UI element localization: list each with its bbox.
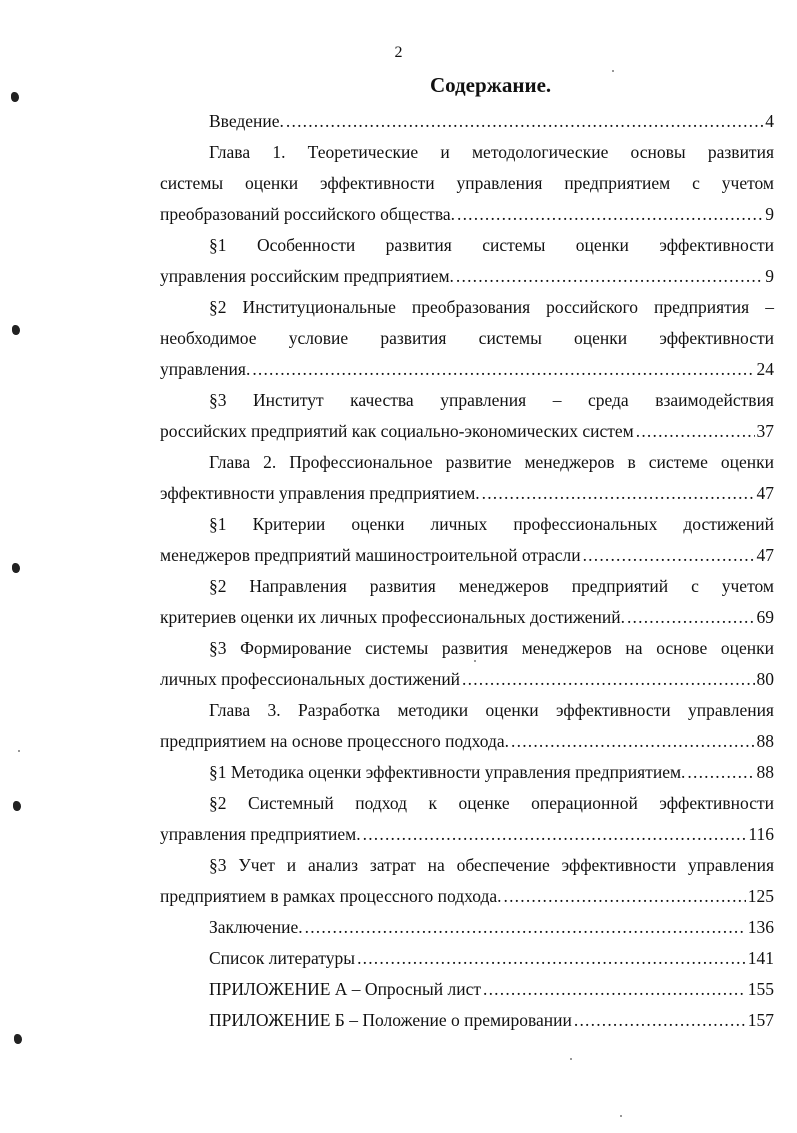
toc-page: 155: [747, 979, 774, 999]
toc-page: 69: [756, 607, 774, 627]
scan-mark: [13, 801, 21, 811]
toc-entry-conclusion: Заключение. ..... 136: [209, 917, 774, 938]
toc-entry-references: Список литературы ..... 141: [209, 948, 774, 969]
toc-page: 141: [747, 948, 774, 968]
scan-speck: [620, 1115, 622, 1117]
toc-entry-ch2-line1: Глава 2. Профессиональное развитие менеджеров в системе оценки: [209, 452, 774, 472]
toc-page: 47: [756, 483, 774, 503]
toc-entry-s13-line1: §3 Институт качества управления – среда взаимодействия: [209, 390, 774, 410]
toc-page: 88: [756, 762, 774, 782]
scan-speck: [570, 1058, 572, 1060]
scan-speck: [474, 660, 476, 662]
toc-page: 47: [756, 545, 774, 565]
toc-entry-ch1-line1: Глава 1. Теоретические и методологические основы развития: [209, 142, 774, 162]
toc-entry-ch1-line2: системы оценки эффективности управления предприятием с учетом: [160, 173, 774, 193]
toc-page: 88: [756, 731, 774, 751]
toc-entry-s22-line1: §2 Направления развития менеджеров предприятий с учетом: [209, 576, 774, 596]
toc-entry-s11-line2: управления российским предприятием. ..... 9: [160, 266, 774, 287]
toc-page: 125: [747, 886, 774, 906]
toc-entry-s12-line1: §2 Институциональные преобразования российского предприятия –: [209, 297, 774, 317]
toc-entry-intro: [209, 111, 774, 132]
toc-entry-s31: §1 Методика оценки эффективности управления предприятием. ..... 88: [209, 762, 774, 783]
scan-speck: [612, 70, 614, 72]
toc-entry-s32-line1: §2 Системный подход к оценке операционной эффективности: [209, 793, 774, 813]
toc-entry-s21-line1: §1 Критерии оценки личных профессиональных достижений: [209, 514, 774, 534]
scan-mark: [11, 92, 19, 102]
toc-page: 37: [756, 421, 774, 441]
toc-entry-s33-line2: предприятием в рамках процессного подхода. ..... 125: [160, 886, 774, 907]
toc-entry-s23-line1: §3 Формирование системы развития менеджеров на основе оценки: [209, 638, 774, 658]
toc-entry-s12-line3: управления. ..... 24: [160, 359, 774, 380]
toc-entry-text: Введение.: [209, 111, 284, 131]
toc-entry-ch3-line2: предприятием на основе процессного подхода. ..... 88: [160, 731, 774, 752]
toc-page: 9: [765, 266, 774, 286]
toc-entry-s12-line2: необходимое условие развития системы оценки эффективности: [160, 328, 774, 348]
toc-entry-appendix-a: ПРИЛОЖЕНИЕ А – Опросный лист ..... 155: [209, 979, 774, 1000]
toc-page: 157: [747, 1010, 774, 1030]
toc-entry-s22-line2: критериев оценки их личных профессиональных достижений. ..... 69: [160, 607, 774, 628]
toc-entry-s32-line2: управления предприятием. ..... 116: [160, 824, 774, 845]
toc-entry-s21-line2: менеджеров предприятий машиностроительной отрасли ..... 47: [160, 545, 774, 566]
toc-entry-ch1-line3: преобразований российского общества. ..... 9: [160, 204, 774, 225]
toc-entry-ch3-line1: Глава 3. Разработка методики оценки эффективности управления: [209, 700, 774, 720]
toc-page: 4: [765, 111, 774, 131]
scan-speck: [18, 750, 20, 752]
toc-entry-appendix-b: ПРИЛОЖЕНИЕ Б – Положение о премировании ..... 157: [209, 1010, 774, 1031]
scan-mark: [12, 325, 20, 335]
toc-entry-s13-line2: российских предприятий как социально-экономических систем ..... 37: [160, 421, 774, 442]
toc-page: 9: [765, 204, 774, 224]
toc-page: 136: [747, 917, 774, 937]
toc-page: 24: [756, 359, 774, 379]
toc-entry-s23-line2: личных профессиональных достижений ..... 80: [160, 669, 774, 690]
scan-mark: [14, 1034, 22, 1044]
page-number: 2: [394, 44, 403, 61]
page-title: Содержание.: [430, 73, 552, 97]
toc-entry-ch2-line2: эффективности управления предприятием. ..... 47: [160, 483, 774, 504]
toc-page: 80: [756, 669, 774, 689]
toc-entry-s33-line1: §3 Учет и анализ затрат на обеспечение эффективности управления: [209, 855, 774, 875]
toc-page: 116: [748, 824, 774, 844]
toc-entry-s11-line1: §1 Особенности развития системы оценки эффективности: [209, 235, 774, 255]
scan-mark: [12, 563, 20, 573]
